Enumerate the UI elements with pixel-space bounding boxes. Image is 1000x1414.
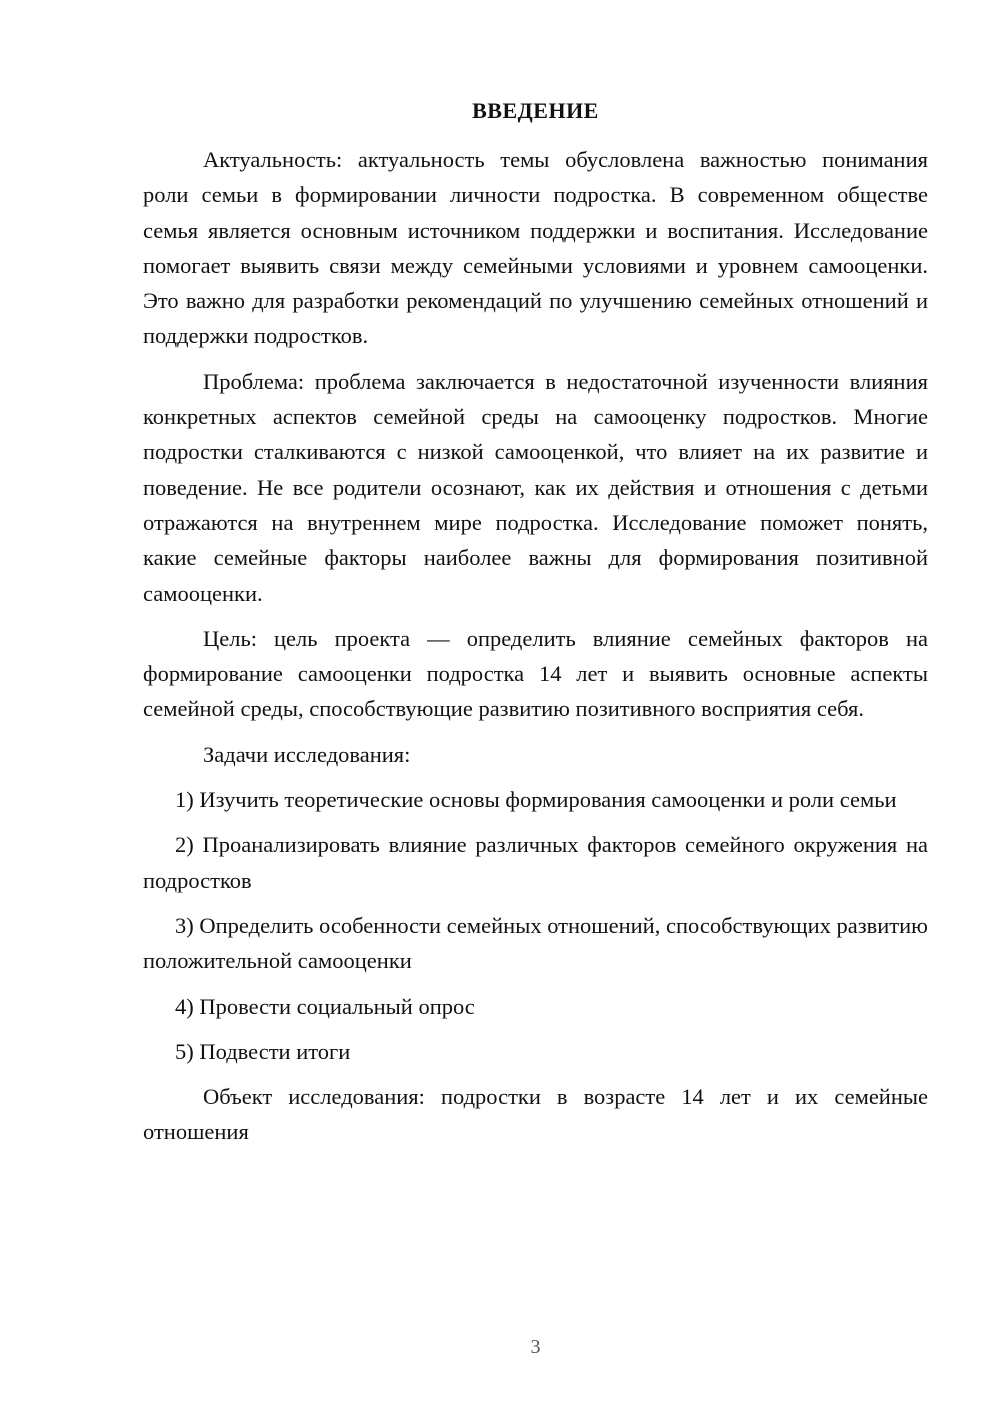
task-item-5: 5) Подвести итоги — [175, 1038, 351, 1064]
task-item-3: 3) Определить особенности семейных отношений, способствующих развитию положительной самооценки — [143, 912, 928, 974]
paragraph-goal: Цель: цель проекта — определить влияние семейных факторов на формирование самооценки подростка 14 лет и выявить основные аспекты семейной среды, способствующие развитию позитивного восприятия себя. — [143, 625, 928, 722]
section-title: ВВЕДЕНИЕ — [472, 98, 599, 123]
task-item-4: 4) Провести социальный опрос — [175, 993, 475, 1019]
tasks-heading: Задачи исследования: — [203, 741, 411, 767]
paragraph-problem: Проблема: проблема заключается в недостаточной изученности влияния конкретных аспектов семейной среды на самооценку подростков. Многие подростки сталкиваются с низкой самооценкой, что влияет на их развитие и поведение. Не все родители осознают, как их действия и отношения с детьми отражаются на внутреннем мире подростка. Исследование поможет понять, какие семейные факторы наиболее важны для формирования позитивной самооценки. — [143, 368, 928, 606]
paragraph-object: Объект исследования: подростки в возрасте 14 лет и их семейные отношения — [143, 1084, 928, 1145]
task-item-1: 1) Изучить теоретические основы формирования самооценки и роли семьи — [175, 787, 897, 813]
document-body — [143, 142, 928, 1160]
paragraph-relevance: Актуальность: актуальность темы обусловлена важностью понимания роли семьи в формировании личности подростка. В современном обществе семья является основным источником поддержки и воспитания. Исследование помогает выявить связи между семейными условиями и уровнем самооценки. Это важно для разработки рекомендаций по улучшению семейных отношений и поддержки подростков. — [143, 147, 928, 349]
document-page — [143, 0, 928, 1414]
page-number: 3 — [530, 1336, 541, 1358]
task-item-2: 2) Проанализировать влияние различных факторов семейного окружения на подростков — [143, 832, 928, 893]
